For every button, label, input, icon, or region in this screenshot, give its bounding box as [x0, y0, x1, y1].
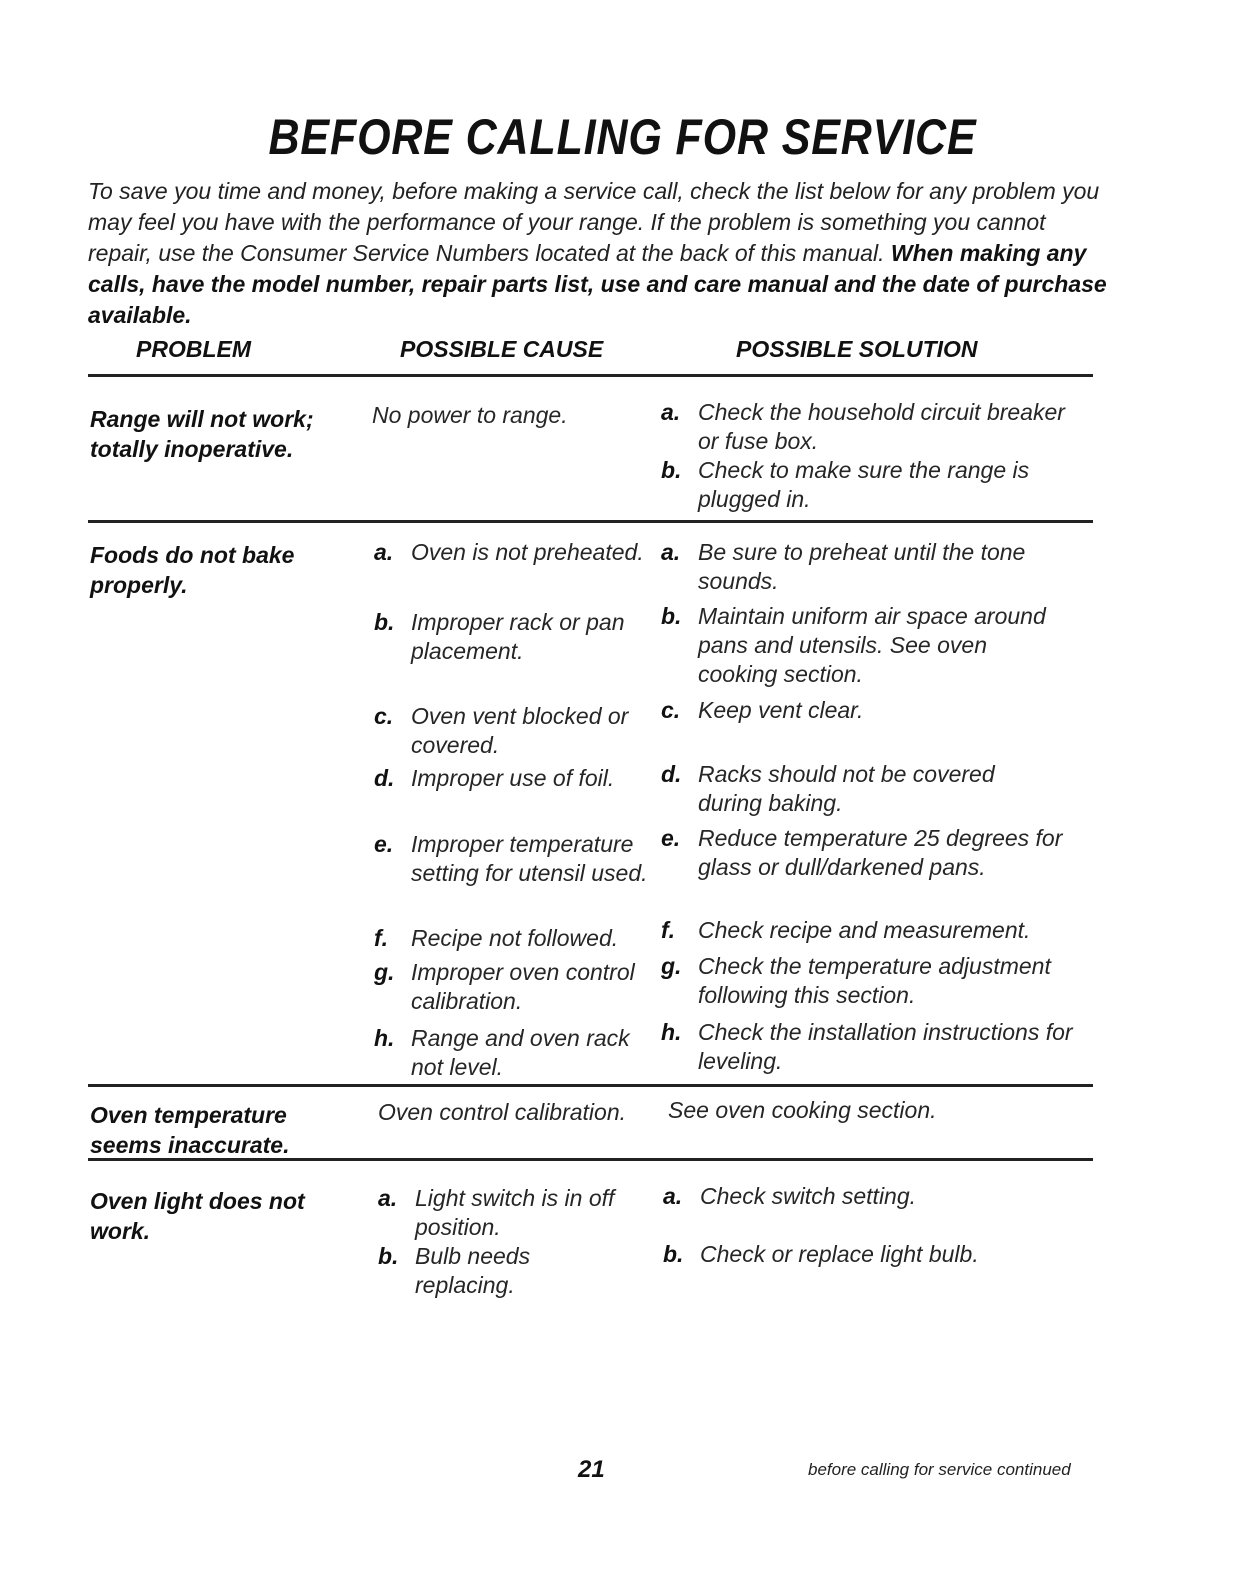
- solution-item: [661, 456, 1071, 514]
- item-letter: c.: [374, 703, 394, 729]
- item-text: Bulb needs replacing.: [415, 1243, 531, 1298]
- item-letter: b.: [661, 603, 682, 629]
- item-text: Recipe not followed.: [411, 925, 619, 951]
- item-letter: e.: [374, 831, 394, 857]
- page-number: 21: [578, 1456, 605, 1483]
- divider-rule: [88, 520, 1093, 523]
- item-letter: b.: [374, 609, 395, 635]
- item-text: Light switch is in off position.: [415, 1185, 615, 1240]
- solution-item: [661, 952, 1081, 1010]
- item-text: Check switch setting.: [700, 1183, 917, 1209]
- item-letter: a.: [661, 399, 681, 425]
- item-letter: d.: [374, 765, 395, 791]
- item-text: Improper use of foil.: [411, 765, 615, 791]
- item-text: Keep vent clear.: [698, 697, 864, 723]
- item-text: Check to make sure the range is plugged in.: [698, 457, 1030, 512]
- solution-item: [661, 538, 1061, 596]
- solution-item: [663, 1240, 1063, 1269]
- item-letter: g.: [374, 959, 395, 985]
- item-text: Improper temperature setting for utensil used.: [411, 831, 648, 886]
- item-text: Reduce temperature 25 degrees for glass or dull/darkened pans.: [698, 825, 1063, 880]
- item-text: Check the installation instructions for leveling.: [698, 1019, 1073, 1074]
- solution-item: [661, 916, 1081, 945]
- solution-item: [661, 696, 1061, 725]
- intro-bold-text: When making any calls, have the model number, repair parts list, use and care manual and the date of purchase available.: [88, 240, 1107, 328]
- intro-paragraph: [88, 176, 1108, 331]
- solution-text: See oven cooking section.: [668, 1097, 937, 1123]
- item-letter: f.: [661, 917, 676, 943]
- cause-item: [374, 924, 654, 953]
- item-text: Check or replace light bulb.: [700, 1241, 979, 1267]
- item-text: Maintain uniform air space around pans and utensils. See oven cooking section.: [698, 603, 1046, 687]
- item-text: Oven vent blocked or covered.: [411, 703, 629, 758]
- cause-text: Oven control calibration.: [378, 1099, 627, 1125]
- item-letter: a.: [663, 1183, 683, 1209]
- item-letter: a.: [378, 1185, 398, 1211]
- solution-item: [661, 760, 1061, 818]
- cause-item: [374, 702, 654, 760]
- cause-item: [374, 830, 654, 888]
- item-letter: b.: [378, 1243, 399, 1269]
- cause-item: [378, 1242, 598, 1300]
- cause-item: [374, 608, 654, 666]
- solution-item: [661, 602, 1071, 689]
- item-text: Racks should not be covered during baking.: [698, 761, 995, 816]
- continued-note: before calling for service continued: [808, 1460, 1071, 1479]
- page-title: BEFORE CALLING FOR SERVICE: [268, 109, 977, 165]
- intro-text: To save you time and money, before making a service call, check the list below for any problem you may feel you have with the performance of your range. If the problem is something you cannot repair, use the Consumer Service Numbers located at the back of this manual.: [88, 178, 1100, 266]
- item-letter: a.: [374, 539, 394, 565]
- item-letter: e.: [661, 825, 681, 851]
- item-letter: h.: [374, 1025, 395, 1051]
- solution-item: [661, 824, 1071, 882]
- item-letter: b.: [661, 457, 682, 483]
- header-cause: POSSIBLE CAUSE: [400, 336, 604, 362]
- item-letter: b.: [663, 1241, 684, 1267]
- cause-item: [374, 538, 654, 567]
- divider-rule: [88, 1084, 1093, 1087]
- cause-text: No power to range.: [372, 402, 568, 428]
- cause-item: [378, 1184, 638, 1242]
- cause-item: [374, 764, 654, 793]
- header-problem: PROBLEM: [136, 336, 251, 362]
- solution-item: [663, 1182, 1063, 1211]
- item-text: Be sure to preheat until the tone sounds.: [698, 539, 1026, 594]
- item-text: Improper oven control calibration.: [411, 959, 635, 1014]
- header-solution: POSSIBLE SOLUTION: [736, 336, 978, 362]
- item-letter: d.: [661, 761, 682, 787]
- divider-rule: [88, 374, 1093, 377]
- problem-label: Range will not work; totally inoperative.: [90, 406, 314, 462]
- problem-label: Oven light does not work.: [90, 1188, 305, 1244]
- item-text: Range and oven rack not level.: [411, 1025, 630, 1080]
- cause-item: [374, 1024, 654, 1082]
- item-text: Check the household circuit breaker or fuse box.: [698, 399, 1065, 454]
- item-letter: g.: [661, 953, 682, 979]
- solution-item: [661, 1018, 1081, 1076]
- divider-rule: [88, 1158, 1093, 1161]
- item-text: Improper rack or pan placement.: [411, 609, 625, 664]
- item-letter: c.: [661, 697, 681, 723]
- item-text: Check the temperature adjustment following this section.: [698, 953, 1051, 1008]
- item-letter: f.: [374, 925, 389, 951]
- item-letter: a.: [661, 539, 681, 565]
- item-text: Oven is not preheated.: [411, 539, 644, 565]
- problem-label: Oven temperature seems inaccurate.: [90, 1102, 290, 1158]
- item-text: Check recipe and measurement.: [698, 917, 1031, 943]
- problem-label: Foods do not bake properly.: [90, 542, 295, 598]
- solution-item: [661, 398, 1071, 456]
- item-letter: h.: [661, 1019, 682, 1045]
- cause-item: [374, 958, 654, 1016]
